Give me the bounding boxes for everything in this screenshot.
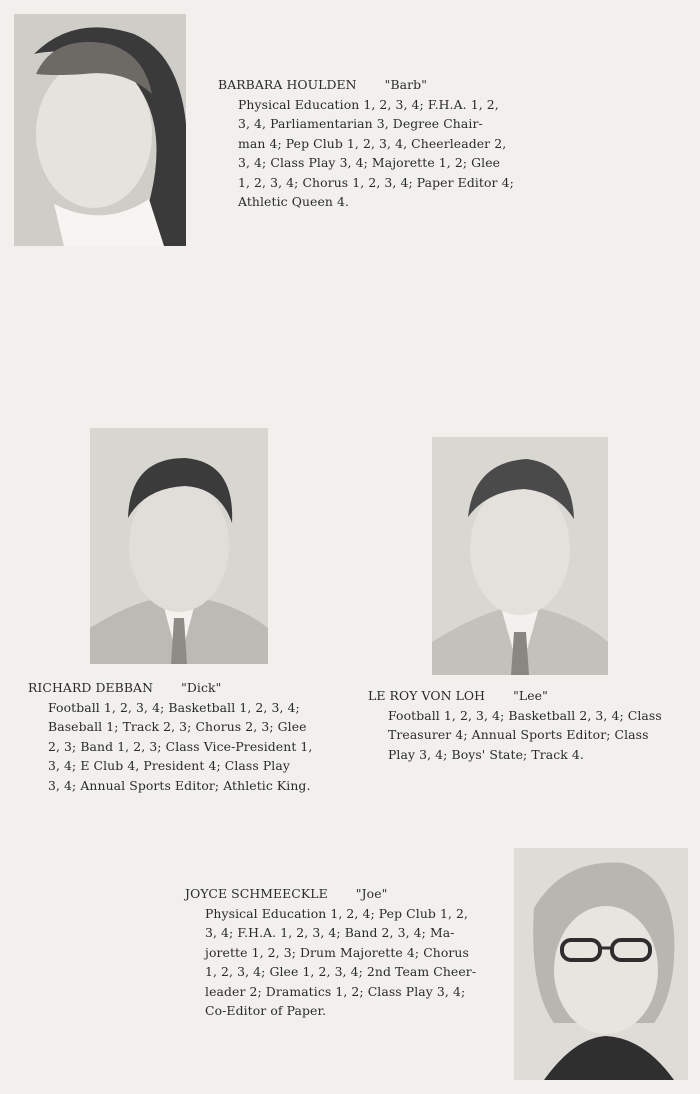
activity-line: leader 2; Dramatics 1, 2; Class Play 3, 4;: [205, 983, 466, 999]
student-nickname: "Barb": [384, 77, 428, 92]
activity-line: Physical Education 1, 2, 4; Pep Club 1, 2,: [205, 905, 469, 921]
activity-line: jorette 1, 2, 3; Drum Majorette 4; Chorus: [205, 944, 469, 960]
activity-line: 1, 2, 3, 4; Chorus 1, 2, 3, 4; Paper Editor 4;: [238, 174, 514, 190]
activity-line: 3, 4; E Club 4, President 4; Class Play: [48, 758, 290, 773]
student-nickname: "Dick": [181, 680, 222, 695]
portrait-joyce-schmeeckle: [514, 848, 688, 1080]
activity-line: Athletic Queen 4.: [238, 194, 350, 209]
activity-line: Baseball 1; Track 2, 3; Chorus 2, 3; Glee: [48, 719, 307, 734]
student-entry-leroy: [368, 686, 662, 764]
activity-line: 3, 4; Annual Sports Editor; Athletic King.: [48, 777, 311, 793]
student-name: JOYCE SCHMEECKLE: [185, 886, 328, 901]
activity-line: Physical Education 1, 2, 3, 4; F.H.A. 1, 2,: [238, 96, 499, 112]
activity-line: 1, 2, 3, 4; Glee 1, 2, 3, 4; 2nd Team Cheer-: [205, 964, 477, 979]
activity-line: man 4; Pep Club 1, 2, 3, 4, Cheerleader 2,: [238, 135, 507, 151]
activity-line: Treasurer 4; Annual Sports Editor; Class: [388, 727, 649, 742]
student-name: BARBARA HOULDEN: [218, 77, 357, 92]
student-nickname: "Lee": [513, 688, 548, 703]
student-name: RICHARD DEBBAN: [28, 680, 154, 695]
student-name: LE ROY VON LOH: [368, 688, 486, 703]
activity-line: Co-Editor of Paper.: [205, 1003, 327, 1018]
activity-line: 2, 3; Band 1, 2, 3; Class Vice-President 1,: [48, 738, 313, 754]
student-entry-richard: [28, 678, 312, 795]
portrait-leroy-von-loh: [432, 437, 608, 675]
activity-line: 3, 4, Parliamentarian 3, Degree Chair-: [238, 116, 483, 131]
activities: [218, 95, 514, 212]
activity-line: 3, 4; F.H.A. 1, 2, 3, 4; Band 2, 3, 4; Ma-: [205, 925, 455, 940]
activity-line: Football 1, 2, 3, 4; Basketball 1, 2, 3, 4;: [48, 699, 300, 715]
activity-line: Football 1, 2, 3, 4; Basketball 2, 3, 4; Class: [388, 707, 662, 723]
activities: [28, 698, 312, 796]
portrait-barbara-houlden: [14, 14, 186, 246]
student-entry-barbara: [218, 75, 514, 212]
activities: [368, 706, 662, 765]
activities: [185, 904, 476, 1021]
student-nickname: "Joe": [355, 886, 388, 901]
portrait-richard-debban: [90, 428, 268, 664]
activity-line: Play 3, 4; Boys' State; Track 4.: [388, 746, 584, 762]
student-entry-joyce: [185, 884, 476, 1021]
activity-line: 3, 4; Class Play 3, 4; Majorette 1, 2; Glee: [238, 155, 501, 170]
